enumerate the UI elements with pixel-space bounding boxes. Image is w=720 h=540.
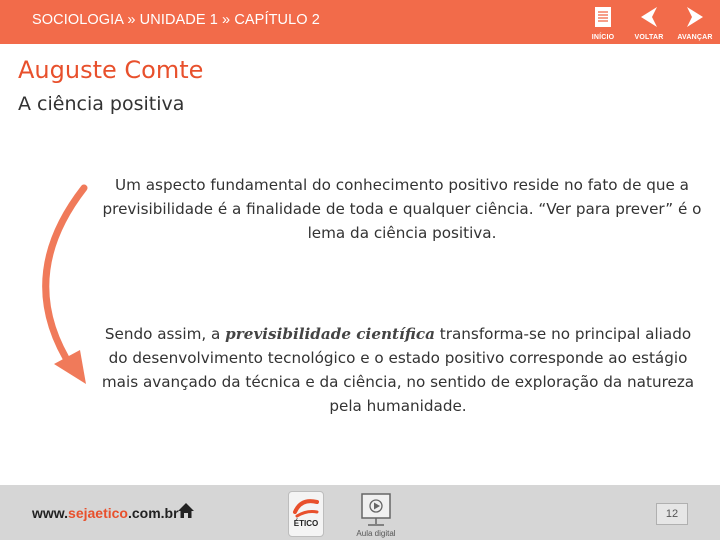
page-title: Auguste Comte: [18, 56, 204, 84]
aula-digital-button[interactable]: [350, 491, 402, 539]
arrow-right-icon: [685, 6, 705, 28]
paragraph-2: [98, 322, 698, 418]
breadcrumb: SOCIOLOGIA » UNIDADE 1 » CAPÍTULO 2: [32, 12, 320, 28]
avancar-label: AVANÇAR: [677, 34, 713, 41]
inicio-button[interactable]: [588, 4, 618, 42]
url-suffix: .com.br: [127, 505, 179, 521]
top-bar: [0, 0, 720, 44]
avancar-button[interactable]: [674, 4, 716, 42]
page-subtitle: A ciência positiva: [18, 93, 185, 115]
arrow-left-icon: [639, 6, 659, 28]
paragraph-1: Um aspecto fundamental do conhecimento positivo reside no fato de que a previsibilidade é a finalidade de toda e qualquer ciência. “Ver para prever” é o lema da ciência positiva.: [102, 176, 702, 242]
logo-text: ÉTICO: [293, 519, 319, 528]
website-link[interactable]: [32, 505, 179, 521]
voltar-button[interactable]: [632, 4, 666, 42]
paragraph-2-start: Sendo assim, a: [104, 325, 226, 343]
url-brand: sejaetico: [68, 505, 128, 521]
document-icon: [594, 6, 612, 28]
home-icon[interactable]: [177, 502, 195, 519]
url-prefix: www.: [32, 505, 69, 521]
voltar-label: VOLTAR: [634, 34, 664, 41]
aula-digital-label: Aula digital: [356, 529, 396, 538]
paragraph-2-end: transforma-se no principal aliado do desenvolvimento tecnológico e o estado positivo corresponde ao estágio mais avançado da técnica e da ciência, no sentido de exploração da natureza pela humanidade.: [101, 325, 695, 415]
curved-arrow-icon: [22, 178, 102, 388]
inicio-label: INÍCIO: [591, 34, 615, 41]
etico-swoosh-icon: [289, 494, 323, 522]
page-number: 12: [656, 503, 688, 525]
emphasis-previsibilidade: previsibilidade científica: [225, 325, 435, 343]
footer-bar: [0, 485, 720, 540]
play-screen-icon: [350, 491, 402, 529]
etico-logo: [288, 491, 324, 537]
